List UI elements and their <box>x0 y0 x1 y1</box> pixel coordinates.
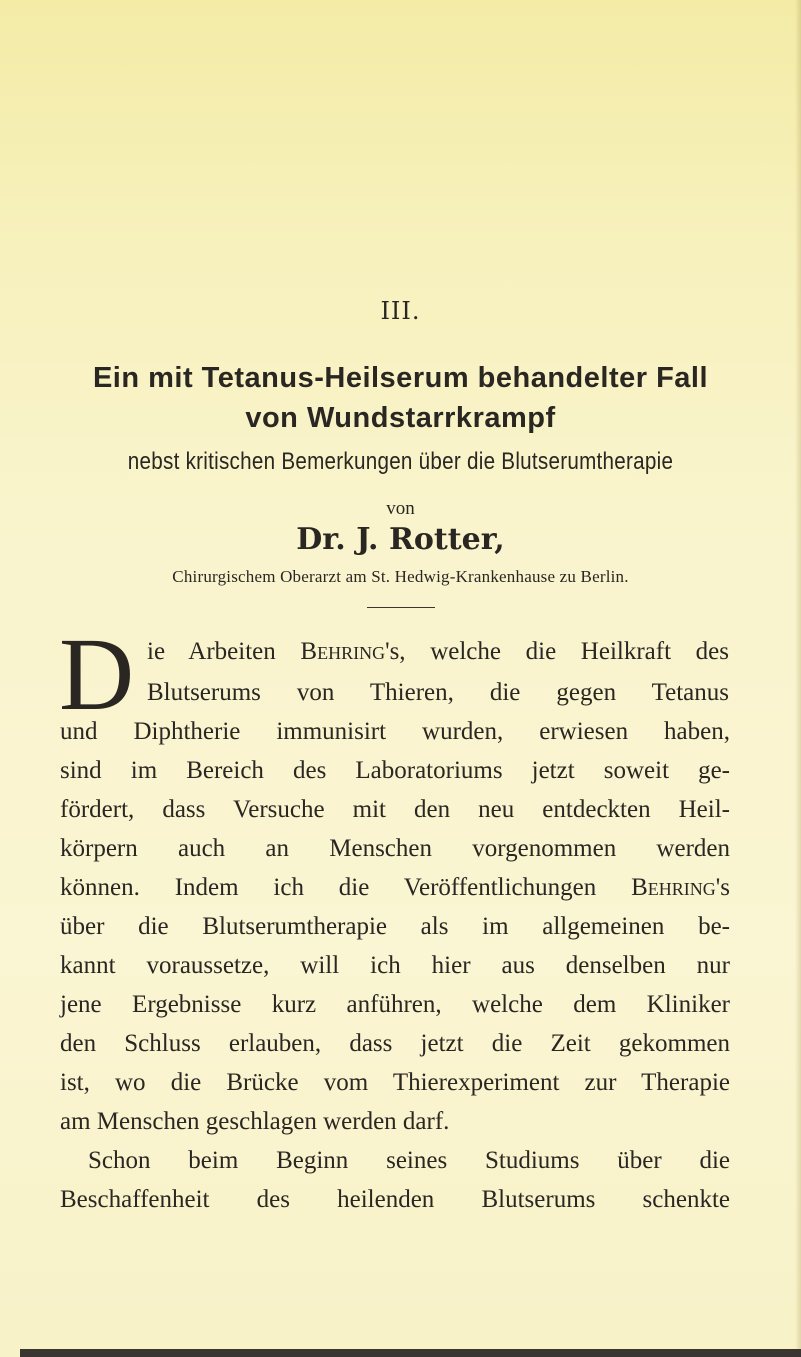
body-line-3: und Diphtherie immunisirt wurden, erwiesen haben, <box>60 718 730 745</box>
chapter-number: III. <box>380 297 421 325</box>
author-name-smallcaps: Behring <box>631 874 716 901</box>
body-line-7 <box>60 873 730 903</box>
article-subtitle: nebst kritischen Bemerkungen über die Blutserumtherapie <box>127 448 674 475</box>
article-title-line-1: Ein mit Tetanus-Heilserum behandelter Fall <box>92 362 709 394</box>
byline-von: von <box>386 498 415 519</box>
page-edge-shadow <box>795 0 801 1357</box>
author-affiliation: Chirurgischem Oberarzt am St. Hedwig-Krankenhause zu Berlin. <box>172 567 629 586</box>
title-divider <box>367 607 435 608</box>
body-line-14: Schon beim Beginn seines Studiums über die <box>88 1147 730 1174</box>
bottom-rule <box>20 1349 801 1357</box>
body-line-13: am Menschen geschlagen werden darf. <box>60 1108 450 1135</box>
body-line-2: Blutserums von Thieren, die gegen Tetanus <box>147 679 729 706</box>
body-text: 's, welche die Heilkraft des <box>385 638 729 665</box>
author-name: Dr. J. Rotter, <box>296 522 505 557</box>
body-line-4: sind im Bereich des Laboratoriums jetzt soweit ge- <box>60 757 730 784</box>
body-line-12: ist, wo die Brücke vom Thierexperiment zur Therapie <box>60 1069 730 1096</box>
body-line-5: fördert, dass Versuche mit den neu entdeckten Heil- <box>60 796 730 823</box>
body-text: 's <box>715 874 730 901</box>
drop-cap: D <box>59 617 135 732</box>
body-line-9: kannt voraussetze, will ich hier aus denselben nur <box>60 952 730 979</box>
author-name-smallcaps: Behring <box>300 638 386 665</box>
body-line-8: über die Blutserumtherapie als im allgemeinen be- <box>60 913 730 940</box>
body-text: können. Indem ich die Veröffentlichungen <box>60 874 632 901</box>
body-line-11: den Schluss erlauben, dass jetzt die Zeit gekommen <box>60 1030 730 1057</box>
body-line-6: körpern auch an Menschen vorgenommen werden <box>60 835 730 862</box>
body-line-15: Beschaffenheit des heilenden Blutserums schenkte <box>60 1186 730 1213</box>
body-text: ie Arbeiten <box>147 638 301 665</box>
article-title-line-2: von Wundstarrkrampf <box>245 402 556 434</box>
body-line-1 <box>147 637 729 667</box>
body-line-10: jene Ergebnisse kurz anführen, welche dem Kliniker <box>60 991 730 1018</box>
